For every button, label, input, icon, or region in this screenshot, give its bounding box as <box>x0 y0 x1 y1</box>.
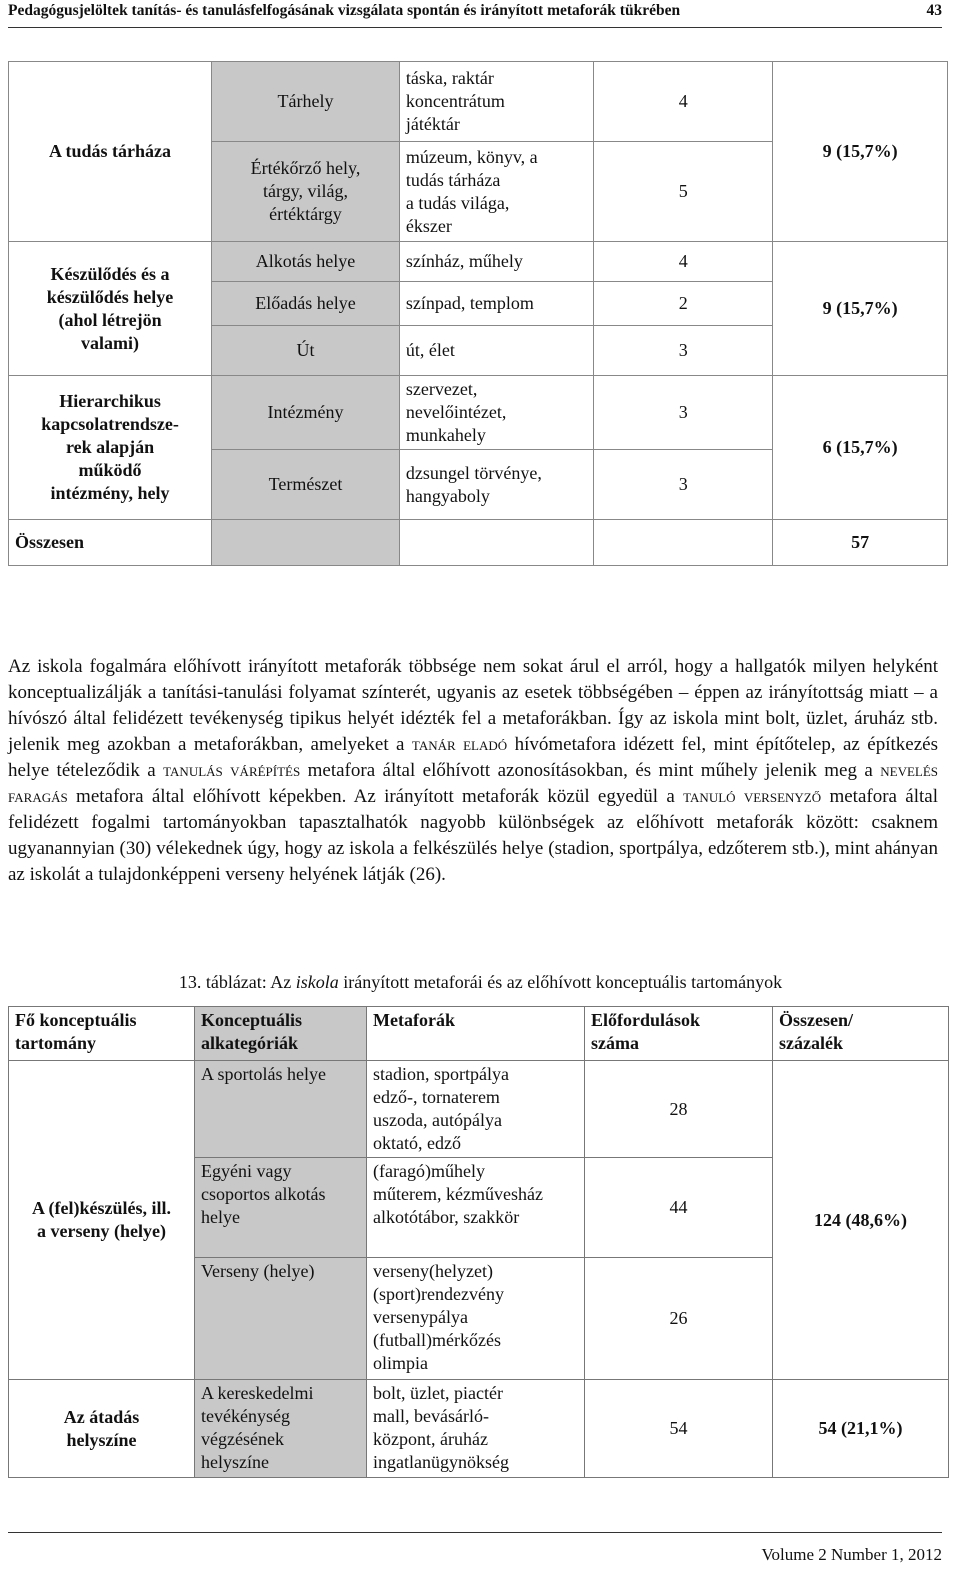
total-cell: 6 (15,7%) <box>773 376 948 520</box>
caption-suffix: irányított metaforái és az előhívott konceptuális tartományok <box>338 972 783 992</box>
metaphors-cell: verseny(helyzet) (sport)rendezvény versenypálya (futball)mérkőzés olimpia <box>367 1258 585 1380</box>
table-row <box>9 1061 949 1158</box>
footer-rule <box>8 1532 942 1533</box>
subcategory-cell: Értékőrző hely, tárgy, világ, értéktárgy <box>212 142 400 242</box>
empty-cell <box>399 520 593 566</box>
metaphors-cell: dzsungel törvénye, hangyaboly <box>399 450 593 520</box>
count-cell: 5 <box>594 142 773 242</box>
paragraph-text: metafora által előhívott képekben. Az irányított metaforák közül egyedül a <box>67 786 684 807</box>
metaphors-cell: bolt, üzlet, piactér mall, bevásárló- központ, áruház ingatlanügynökség <box>367 1380 585 1478</box>
metaphors-cell: stadion, sportpálya edző-, tornaterem uszoda, autópálya oktató, edző <box>367 1061 585 1158</box>
count-cell: 44 <box>585 1158 773 1258</box>
table-row <box>9 62 948 142</box>
smallcaps-term: tanár eladó <box>411 734 508 755</box>
subcategory-cell: Alkotás helye <box>212 242 400 282</box>
table-caption <box>8 972 953 993</box>
total-cell: 124 (48,6%) <box>773 1061 949 1380</box>
column-header: Konceptuális alkategóriák <box>195 1007 367 1061</box>
smallcaps-term: nevelés faragás <box>8 760 939 807</box>
header-row <box>9 1007 949 1061</box>
count-cell: 4 <box>594 62 773 142</box>
metaphors-cell: táska, raktár koncentrátum játéktár <box>399 62 593 142</box>
subcategory-cell: A sportolás helye <box>195 1061 367 1158</box>
running-title: Pedagógusjelöltek tanítás- és tanulásfelfogásának vizsgálata spontán és irányított metaforák tükrében <box>8 2 681 19</box>
smallcaps-term: tanuló versenyző <box>683 786 822 807</box>
metaphors-cell: út, élet <box>399 326 593 376</box>
subcategory-cell: Tárhely <box>212 62 400 142</box>
paragraph-text: metafora által felidézett fogalmi tartományokban tapasztalhatók nagyobb különbségek az előhívott metaforák között: csaknem ugyanannyian (30) vélekednek úgy, hogy az iskola a felkészülés helye (stadion, sportpálya, edzőterem stb.), mint ahányan az iskolát a tulajdonképpeni verseny helyének látják (26). <box>8 786 938 885</box>
subcategory-cell: A kereskedelmi tevékénység végzésének helyszíne <box>195 1380 367 1478</box>
paragraph-text: Az iskola fogalmára előhívott irányított metaforák többsége nem sokat árul el arról, hogy a hallgatók milyen helyként konceptualizálják a tanítási-tanulási folyamat színterét, ugyanis az esetek többségében – éppen az irányítottság miatt – a hívószó által felidézett tevékenység tipikus helyét idézték fel a metaforákban. Így az iskola mint bolt, üzlet, áruház stb. jelenik meg azokban a metaforákban, amelyeket a <box>8 656 938 755</box>
total-cell: 54 (21,1%) <box>773 1380 949 1478</box>
page-number: 43 <box>926 2 942 19</box>
metaphors-cell: múzeum, könyv, a tudás tárháza a tudás világa, ékszer <box>399 142 593 242</box>
empty-cell <box>212 520 400 566</box>
total-cell: 9 (15,7%) <box>773 62 948 242</box>
footer-volume: Volume 2 Number 1, 2012 <box>761 1545 942 1564</box>
table-row <box>9 1380 949 1478</box>
running-header <box>8 2 942 26</box>
table-row <box>9 376 948 450</box>
metaphor-table-13 <box>8 1006 949 1478</box>
smallcaps-term: tanulás várépítés <box>163 760 301 781</box>
subcategory-cell: Intézmény <box>212 376 400 450</box>
subcategory-cell: Út <box>212 326 400 376</box>
subcategory-cell: Verseny (helye) <box>195 1258 367 1380</box>
count-cell: 3 <box>594 326 773 376</box>
subcategory-cell: Egyéni vagy csoportos alkotás helye <box>195 1158 367 1258</box>
main-domain-cell: Az átadás helyszíne <box>9 1380 195 1478</box>
column-header: Fő konceptuális tartomány <box>9 1007 195 1061</box>
total-label: Összesen <box>9 520 212 566</box>
paragraph-text: hívómetafora idézett fel, mint építőtelep, az építkezés helye tételeződik a <box>8 734 938 781</box>
column-header: Metaforák <box>367 1007 585 1061</box>
metaphors-cell: (faragó)műhely műterem, kézművesház alkotótábor, szakkör <box>367 1158 585 1258</box>
caption-italic: iskola <box>295 972 339 992</box>
count-cell: 28 <box>585 1061 773 1158</box>
metaphors-cell: szervezet, nevelőintézet, munkahely <box>399 376 593 450</box>
column-header: Összesen/ százalék <box>773 1007 949 1061</box>
metaphors-cell: színház, műhely <box>399 242 593 282</box>
main-domain-cell: A (fel)készülés, ill. a verseny (helye) <box>9 1061 195 1380</box>
header-rule <box>8 27 942 28</box>
main-domain-cell: Készülődés és a készülődés helye (ahol létrejön valami) <box>9 242 212 376</box>
count-cell: 3 <box>594 376 773 450</box>
empty-cell <box>594 520 773 566</box>
count-cell: 26 <box>585 1258 773 1380</box>
column-header: Előfordulások száma <box>585 1007 773 1061</box>
total-cell: 9 (15,7%) <box>773 242 948 376</box>
count-cell: 3 <box>594 450 773 520</box>
paragraph-text: metafora által előhívott azonosításokban, és mint műhely jelenik meg a <box>300 760 881 781</box>
metaphor-table-continued <box>8 61 948 566</box>
table-row <box>9 242 948 282</box>
subcategory-cell: Természet <box>212 450 400 520</box>
total-row <box>9 520 948 566</box>
count-cell: 54 <box>585 1380 773 1478</box>
caption-prefix: 13. táblázat: Az <box>178 972 296 992</box>
count-cell: 4 <box>594 242 773 282</box>
metaphors-cell: színpad, templom <box>399 282 593 326</box>
total-value: 57 <box>773 520 948 566</box>
body-paragraph <box>8 654 938 888</box>
main-domain-cell: Hierarchikus kapcsolatrendsze- rek alapján működő intézmény, hely <box>9 376 212 520</box>
count-cell: 2 <box>594 282 773 326</box>
main-domain-cell: A tudás tárháza <box>9 62 212 242</box>
subcategory-cell: Előadás helye <box>212 282 400 326</box>
